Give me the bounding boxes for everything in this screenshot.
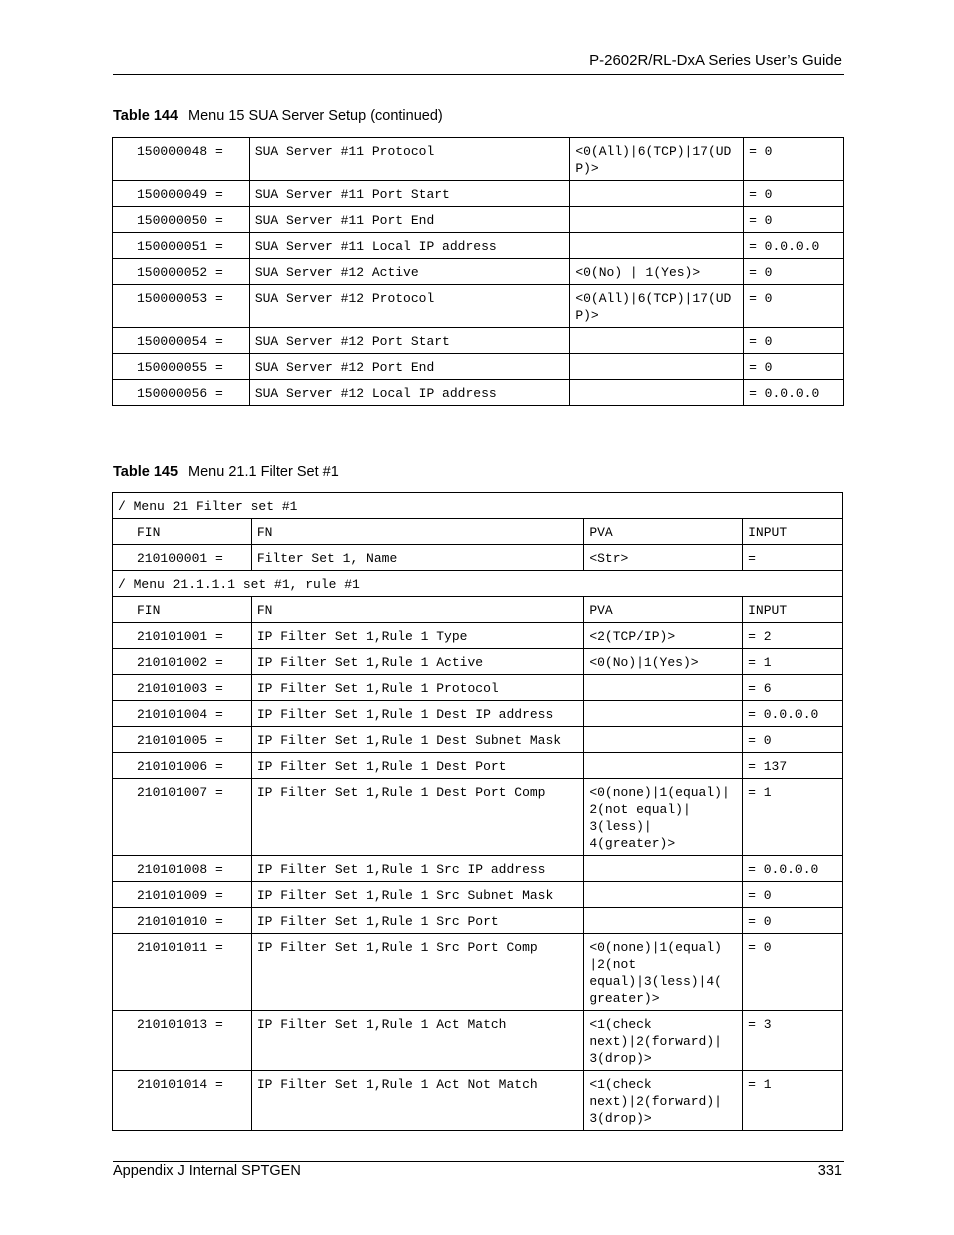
pva-cell: <0(none)|1(equal)|2(not equal)| 3(less)| 4(greater)> [584, 779, 743, 856]
fn-cell: IP Filter Set 1,Rule 1 Type [251, 623, 584, 649]
pva-cell [570, 181, 744, 207]
fin-cell: 210101009 = [113, 882, 252, 908]
pva-cell: <0(No) | 1(Yes)> [570, 259, 744, 285]
fin-cell: 150000052 = [113, 259, 250, 285]
table-row [113, 701, 843, 727]
input-cell: = 1 [743, 649, 843, 675]
fn-cell: IP Filter Set 1,Rule 1 Dest Port [251, 753, 584, 779]
fn-cell: IP Filter Set 1,Rule 1 Src Port [251, 908, 584, 934]
input-cell: = 0.0.0.0 [744, 380, 844, 406]
fin-cell: 210101013 = [113, 1011, 252, 1071]
fin-cell: 210101005 = [113, 727, 252, 753]
header-divider [113, 74, 844, 75]
pva-cell [584, 753, 743, 779]
page-header-title: P-2602R/RL-DxA Series User’s Guide [589, 52, 842, 69]
pva-cell: <0(none)|1(equal) |2(not equal)|3(less)|4( greater)> [584, 934, 743, 1011]
fn-cell: SUA Server #12 Local IP address [249, 380, 570, 406]
pva-cell: <0(All)|6(TCP)|17(UDP)> [570, 138, 744, 181]
input-cell: = 0 [744, 181, 844, 207]
fn-cell: SUA Server #11 Local IP address [249, 233, 570, 259]
fn-cell: IP Filter Set 1,Rule 1 Active [251, 649, 584, 675]
page-number: 331 [817, 1163, 842, 1179]
input-cell: = 3 [743, 1011, 843, 1071]
table-header-row [113, 597, 843, 623]
pva-cell [570, 380, 744, 406]
header-cell-input: INPUT [743, 519, 843, 545]
fn-cell: IP Filter Set 1,Rule 1 Act Not Match [251, 1071, 584, 1131]
table-144-caption [113, 108, 443, 124]
fn-cell: IP Filter Set 1,Rule 1 Dest Subnet Mask [251, 727, 584, 753]
fin-cell: 210101008 = [113, 856, 252, 882]
input-cell: = 0 [744, 207, 844, 233]
fn-cell: SUA Server #11 Port End [249, 207, 570, 233]
fn-cell: SUA Server #12 Protocol [249, 285, 570, 328]
fn-cell: IP Filter Set 1,Rule 1 Dest IP address [251, 701, 584, 727]
table-144-title: Menu 15 SUA Server Setup (continued) [188, 108, 443, 124]
fin-cell: 210100001 = [113, 545, 252, 571]
fin-cell: 210101006 = [113, 753, 252, 779]
table-row [113, 856, 843, 882]
header-cell-fin: FIN [113, 597, 252, 623]
pva-cell: <0(All)|6(TCP)|17(UDP)> [570, 285, 744, 328]
input-cell: = 137 [743, 753, 843, 779]
fn-cell: IP Filter Set 1,Rule 1 Src Subnet Mask [251, 882, 584, 908]
fin-cell: 150000054 = [113, 328, 250, 354]
input-cell: = 2 [743, 623, 843, 649]
fin-cell: 210101014 = [113, 1071, 252, 1131]
fin-cell: 210101004 = [113, 701, 252, 727]
input-cell: = 0 [744, 285, 844, 328]
fn-cell: SUA Server #12 Port Start [249, 328, 570, 354]
fin-cell: 150000055 = [113, 354, 250, 380]
table-section-row [113, 571, 843, 597]
fin-cell: 210101001 = [113, 623, 252, 649]
fin-cell: 210101003 = [113, 675, 252, 701]
table-row [113, 259, 844, 285]
input-cell: = 0 [744, 138, 844, 181]
table-145 [112, 492, 843, 1131]
table-145-label: Table 145 [113, 464, 179, 480]
table-row [113, 753, 843, 779]
table-row [113, 354, 844, 380]
table-row [113, 1011, 843, 1071]
input-cell: = 0 [744, 259, 844, 285]
header-cell-fin: FIN [113, 519, 252, 545]
fin-cell: 210101010 = [113, 908, 252, 934]
fin-cell: 150000056 = [113, 380, 250, 406]
table-row [113, 649, 843, 675]
input-cell: = 0.0.0.0 [743, 701, 843, 727]
input-cell: = 0 [744, 328, 844, 354]
input-cell: = 0 [743, 908, 843, 934]
table-row [113, 882, 843, 908]
input-cell: = 1 [743, 779, 843, 856]
table-row [113, 675, 843, 701]
fn-cell: IP Filter Set 1,Rule 1 Src Port Comp [251, 934, 584, 1011]
pva-cell [584, 908, 743, 934]
pva-cell [584, 856, 743, 882]
input-cell: = 0 [744, 354, 844, 380]
fin-cell: 210101011 = [113, 934, 252, 1011]
header-cell-fn: FN [251, 519, 584, 545]
table-row [113, 908, 843, 934]
pva-cell [570, 233, 744, 259]
table-144-label: Table 144 [113, 108, 179, 124]
fn-cell: SUA Server #12 Port End [249, 354, 570, 380]
fn-cell: Filter Set 1, Name [251, 545, 584, 571]
table-145-title: Menu 21.1 Filter Set #1 [188, 464, 339, 480]
fin-cell: 210101007 = [113, 779, 252, 856]
fn-cell: IP Filter Set 1,Rule 1 Src IP address [251, 856, 584, 882]
fn-cell: IP Filter Set 1,Rule 1 Protocol [251, 675, 584, 701]
fin-cell: 150000053 = [113, 285, 250, 328]
input-cell: = 0 [743, 934, 843, 1011]
table-row [113, 623, 843, 649]
table-row [113, 727, 843, 753]
table-header-row [113, 519, 843, 545]
pva-cell [584, 727, 743, 753]
pva-cell: <1(check next)|2(forward)| 3(drop)> [584, 1011, 743, 1071]
input-cell: = [743, 545, 843, 571]
pva-cell: <2(TCP/IP)> [584, 623, 743, 649]
fin-cell: 150000049 = [113, 181, 250, 207]
fin-cell: 150000048 = [113, 138, 250, 181]
table-section-row [113, 493, 843, 519]
table-row [113, 328, 844, 354]
section-cell: / Menu 21.1.1.1 set #1, rule #1 [113, 571, 843, 597]
fn-cell: SUA Server #11 Protocol [249, 138, 570, 181]
pva-cell: <0(No)|1(Yes)> [584, 649, 743, 675]
table-row [113, 934, 843, 1011]
input-cell: = 0 [743, 882, 843, 908]
fin-cell: 210101002 = [113, 649, 252, 675]
table-row [113, 181, 844, 207]
input-cell: = 1 [743, 1071, 843, 1131]
footer-section-title: Appendix J Internal SPTGEN [113, 1163, 301, 1179]
input-cell: = 0.0.0.0 [743, 856, 843, 882]
header-cell-pva: PVA [584, 597, 743, 623]
pva-cell: <1(check next)|2(forward)| 3(drop)> [584, 1071, 743, 1131]
pva-cell [570, 328, 744, 354]
table-row [113, 380, 844, 406]
fn-cell: SUA Server #12 Active [249, 259, 570, 285]
table-row [113, 138, 844, 181]
table-row [113, 233, 844, 259]
input-cell: = 6 [743, 675, 843, 701]
pva-cell: <Str> [584, 545, 743, 571]
header-cell-pva: PVA [584, 519, 743, 545]
input-cell: = 0 [743, 727, 843, 753]
table-row [113, 1071, 843, 1131]
fin-cell: 150000051 = [113, 233, 250, 259]
pva-cell [570, 207, 744, 233]
table-row [113, 285, 844, 328]
table-row [113, 545, 843, 571]
table-144 [112, 137, 844, 406]
fn-cell: SUA Server #11 Port Start [249, 181, 570, 207]
pva-cell [584, 882, 743, 908]
table-145-caption [113, 464, 339, 480]
table-row [113, 207, 844, 233]
header-cell-input: INPUT [743, 597, 843, 623]
table-row [113, 779, 843, 856]
fin-cell: 150000050 = [113, 207, 250, 233]
header-cell-fn: FN [251, 597, 584, 623]
pva-cell [570, 354, 744, 380]
footer-divider [113, 1161, 844, 1162]
fn-cell: IP Filter Set 1,Rule 1 Act Match [251, 1011, 584, 1071]
fn-cell: IP Filter Set 1,Rule 1 Dest Port Comp [251, 779, 584, 856]
section-cell: / Menu 21 Filter set #1 [113, 493, 843, 519]
input-cell: = 0.0.0.0 [744, 233, 844, 259]
pva-cell [584, 675, 743, 701]
pva-cell [584, 701, 743, 727]
